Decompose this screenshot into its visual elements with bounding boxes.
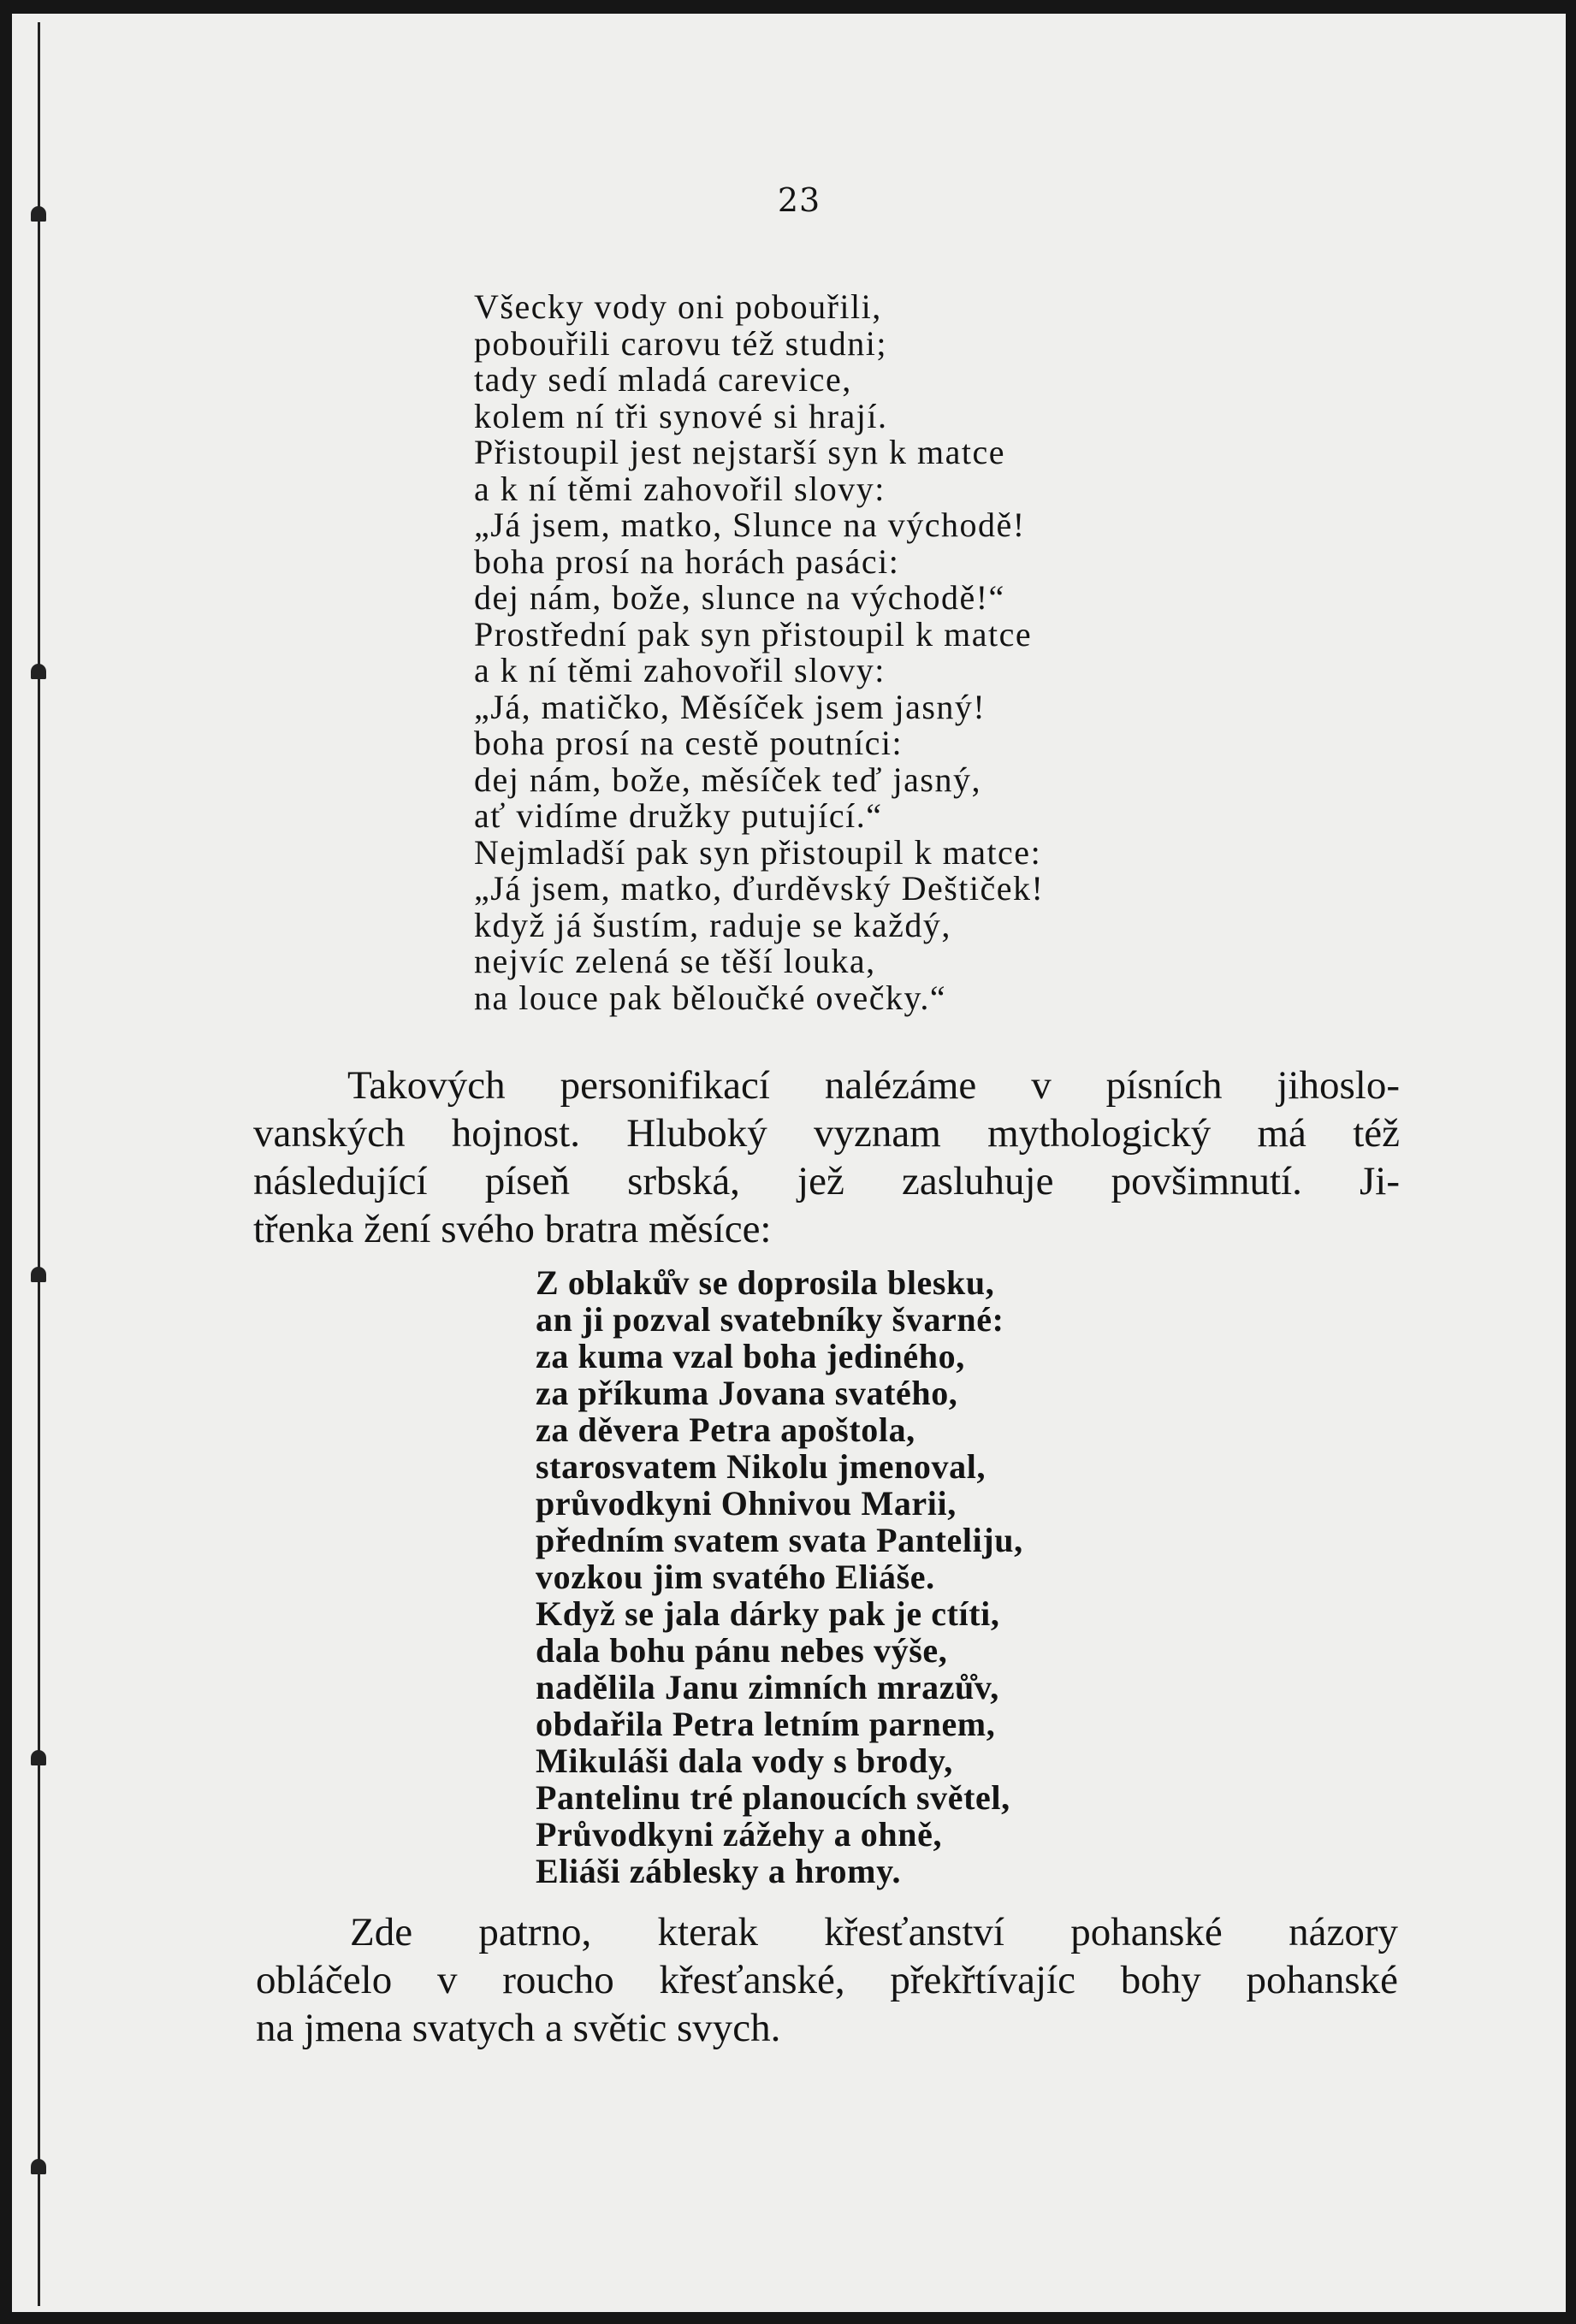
poem-line: Mikuláši dala vody s brody, [536, 1742, 953, 1780]
poem-line: a k ní těmi zahovořil slovy: [474, 469, 886, 508]
page-number: 23 [777, 181, 821, 219]
poem-line: an ji pozval svatebníky švarné: [536, 1300, 1004, 1339]
poem-second [536, 1264, 1023, 1889]
poem-line: „Já jsem, matko, ďurděvský Deštiček! [474, 869, 1045, 908]
prose-line: obláčelo v roucho křesťanské, překřtívajíc bohy pohanské [256, 1958, 1398, 2002]
poem-line: dala bohu pánu nebes výše, [536, 1631, 948, 1670]
prose-line: vanských hojnost. Hluboký vyznam mythologický má též [253, 1111, 1400, 1156]
poem-line: pobouřili carovu též studni; [474, 323, 888, 363]
prose-paragraph-second [256, 1908, 1398, 2052]
poem-line: „Já, matičko, Měsíček jsem jasný! [474, 687, 986, 726]
poem-line: za příkuma Jovana svatého, [536, 1374, 958, 1412]
poem-line: za děvera Petra apoštola, [536, 1410, 915, 1449]
poem-line: Prostřední pak syn přistoupil k matce [474, 614, 1033, 653]
prose-line: na jmena svatych a světic svych. [256, 2006, 781, 2050]
poem-line: tady sedí mladá carevice, [474, 360, 852, 399]
poem-line: boha prosí na horách pasáci: [474, 541, 900, 581]
prose-line: Zde patrno, kterak křesťanství pohanské názory [350, 1910, 1398, 1954]
poem-line: Z oblaků̊v se doprosila blesku, [536, 1263, 995, 1302]
poem-line: ať vidíme družky putující.“ [474, 796, 883, 835]
poem-line: Nejmladší pak syn přistoupil k matce: [474, 832, 1042, 872]
poem-line: za kuma vzal boha jediného, [536, 1337, 965, 1375]
poem-line: dej nám, bože, slunce na východě!“ [474, 578, 1005, 617]
poem-line: nadělila Janu zimních mrazů̊v, [536, 1668, 999, 1706]
binding-stitch-icon [31, 206, 46, 222]
poem-line: obdařila Petra letním parnem, [536, 1705, 996, 1743]
poem-line: Pantelinu tré planoucích světel, [536, 1778, 1010, 1817]
poem-line: Když se jala dárky pak je ctíti, [536, 1594, 1000, 1633]
poem-first [474, 289, 1044, 1016]
prose-line: třenka žení svého bratra měsíce: [253, 1207, 772, 1251]
poem-line: Přistoupil jest nejstarší syn k matce [474, 433, 1005, 471]
binding-stitch-icon [31, 1750, 46, 1765]
poem-line: předním svatem svata Panteliju, [536, 1521, 1023, 1559]
poem-line: kolem ní tři synové si hrají. [474, 396, 888, 435]
poem-line: když já šustím, raduje se každý, [474, 905, 951, 944]
poem-line: vozkou jim svatého Eliáše. [536, 1558, 935, 1596]
poem-line: průvodkyni Ohnivou Marii, [536, 1484, 957, 1523]
poem-line: Všecky vody oni pobouřili, [474, 287, 882, 326]
binding-stitch-icon [31, 2159, 46, 2174]
binding-stitch-icon [31, 664, 46, 679]
poem-line: na louce pak bělоučké ovečky.“ [474, 978, 947, 1017]
prose-line: Takových personifikací nalézáme v písních jihoslo- [347, 1063, 1400, 1108]
binding-stitch-icon [31, 1267, 46, 1282]
prose-paragraph-first [253, 1061, 1400, 1253]
poem-line: a k ní těmi zahovořil slovy: [474, 651, 886, 689]
poem-line: „Já jsem, matko, Slunce na východě! [474, 506, 1026, 544]
binding-edge [38, 22, 40, 2306]
poem-line: starosvatem Nikolu jmenoval, [536, 1447, 986, 1486]
poem-line: Eliáši záblesky a hromy. [536, 1852, 902, 1890]
poem-line: boha prosí na cestě poutníci: [474, 724, 904, 762]
poem-line: dej nám, bože, měsíček teď jasný, [474, 760, 981, 799]
prose-line: následující píseň srbská, jež zasluhuje povšimnutí. Ji- [253, 1159, 1400, 1203]
poem-line: Průvodkyni zážehy a ohně, [536, 1815, 943, 1854]
poem-line: nejvíc zelená se těší louka, [474, 942, 876, 980]
